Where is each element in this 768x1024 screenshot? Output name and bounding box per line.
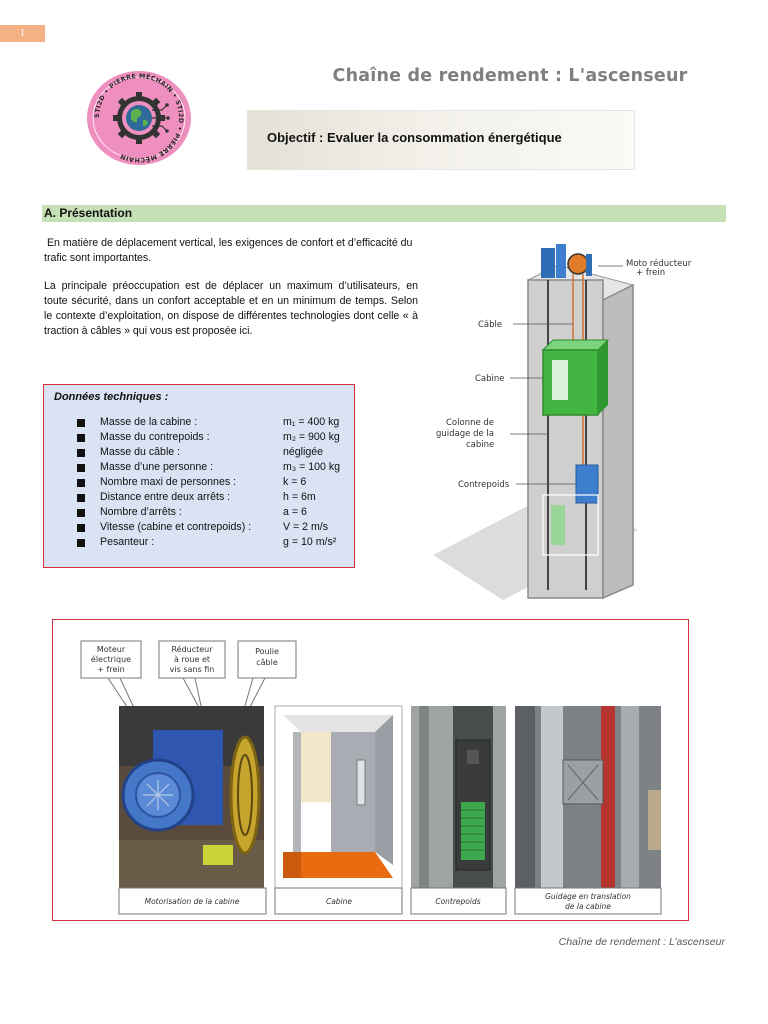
bullet-icon [77,419,85,427]
objective-banner [247,110,635,170]
photo-contrepoids [411,706,506,888]
page-title: Chaîne de rendement : L'ascenseur [332,66,688,86]
caption-contrepoids: Contrepoids [435,897,481,906]
row-label: Masse de la cabine : [100,416,198,428]
motor-block-icon [541,248,555,278]
row-value: k = 6 [283,476,307,488]
elevator-diagram [428,240,758,612]
row-value: g = 10 m/s² [283,536,337,548]
callout-text: + frein [97,665,125,674]
row-value: négligée [283,446,324,458]
page-number: 1 [0,25,45,42]
callout-text: Poulie [255,647,279,656]
label-moto-frein: + frein [636,268,666,278]
callout-text: vis sans fin [169,665,215,674]
row-label: Distance entre deux arrêts : [100,491,231,503]
callout-text: Moteur [96,645,126,654]
photo-panel [52,619,689,921]
bullet-icon [77,494,85,502]
caption-guidage: Guidage en translation [545,892,631,901]
row-label: Nombre d’arrêts : [100,506,182,518]
shaft-front [528,280,603,598]
shaft-side [603,285,633,598]
description-paragraph: La principale préoccupation est de déplacer un maximum d’utilisateurs, en toute sécurité, dans un confort acceptable et en un minimum de temps. Selon le contexte d’exploitation, on dispose de différentes technologies dont celle « à traction à câbles » qui vous est proposée ici. [44,280,418,337]
section-heading: A. Présentation [44,206,133,220]
caption-cabine: Cabine [325,897,353,906]
svg-text:STI2D • PIERRE MÉCHAIN • STI2D: STI2D • PIERRE MÉCHAIN • STI2D • PIERRE MÉCHAIN [93,72,185,164]
bullet-icon [77,479,85,487]
label-cabine: Cabine [475,374,505,384]
callout-text: électrique [90,655,132,664]
lower-cabin-door [551,505,565,545]
footer-title: Chaîne de rendement : L’ascenseur [558,936,725,948]
tech-data-box [43,384,355,568]
row-label: Vitesse (cabine et contrepoids) : [100,521,252,533]
row-value: h = 6m [283,491,316,503]
label-colonne: cabine [466,440,495,450]
row-label: Masse du câble : [100,446,181,458]
motor-block-icon [586,254,592,276]
row-label: Nombre maxi de personnes : [100,476,237,488]
intro-paragraph: En matière de déplacement vertical, les exigences de confort et d’efficacité du trafic sont importantes. [44,237,416,264]
label-contrepoids: Contrepoids [458,480,510,490]
tech-data-title: Données techniques : [54,391,169,403]
row-label: Masse d’une personne : [100,461,214,473]
caption-motorisation: Motorisation de la cabine [144,897,240,906]
row-value: m₁ = 400 kg [283,416,340,428]
photo-panel-graphics [53,620,690,922]
photo-motorisation [119,706,264,888]
bullet-icon [77,539,85,547]
bullet-icon [77,509,85,517]
callout-text: à roue et [173,655,211,664]
callout-text: Réducteur [171,645,213,654]
label-cable: Câble [478,320,503,330]
bullet-icon [77,464,85,472]
row-value: a = 6 [283,506,307,518]
row-value: m₂ = 900 kg [283,431,340,443]
cabin-box [543,350,598,415]
photo-cabine [275,706,402,888]
label-colonne: Colonne de [446,418,495,428]
row-value: V = 2 m/s [283,521,329,533]
callout-text: câble [256,658,278,667]
cabin-top [543,340,608,350]
caption-guidage: de la cabine [565,902,611,911]
bullet-icon [77,449,85,457]
cabin-side [598,340,608,415]
cabin-window [552,360,568,400]
label-moto-reducteur: Moto réducteur [626,259,692,269]
motor-block-icon [556,244,566,278]
row-value: m₃ = 100 kg [283,461,341,473]
bullet-icon [77,434,85,442]
row-label: Masse du contrepoids : [100,431,210,443]
label-colonne: guidage de la [436,429,494,439]
counterweight-block [576,465,598,503]
photo-guidage [515,706,661,888]
bullet-icon [77,524,85,532]
section-heading-bar [42,205,726,222]
objective-text: Objectif : Evaluer la consommation énergétique [267,130,562,145]
pulley-icon [568,254,588,274]
row-label: Pesanteur : [100,536,155,548]
school-logo [86,70,192,166]
